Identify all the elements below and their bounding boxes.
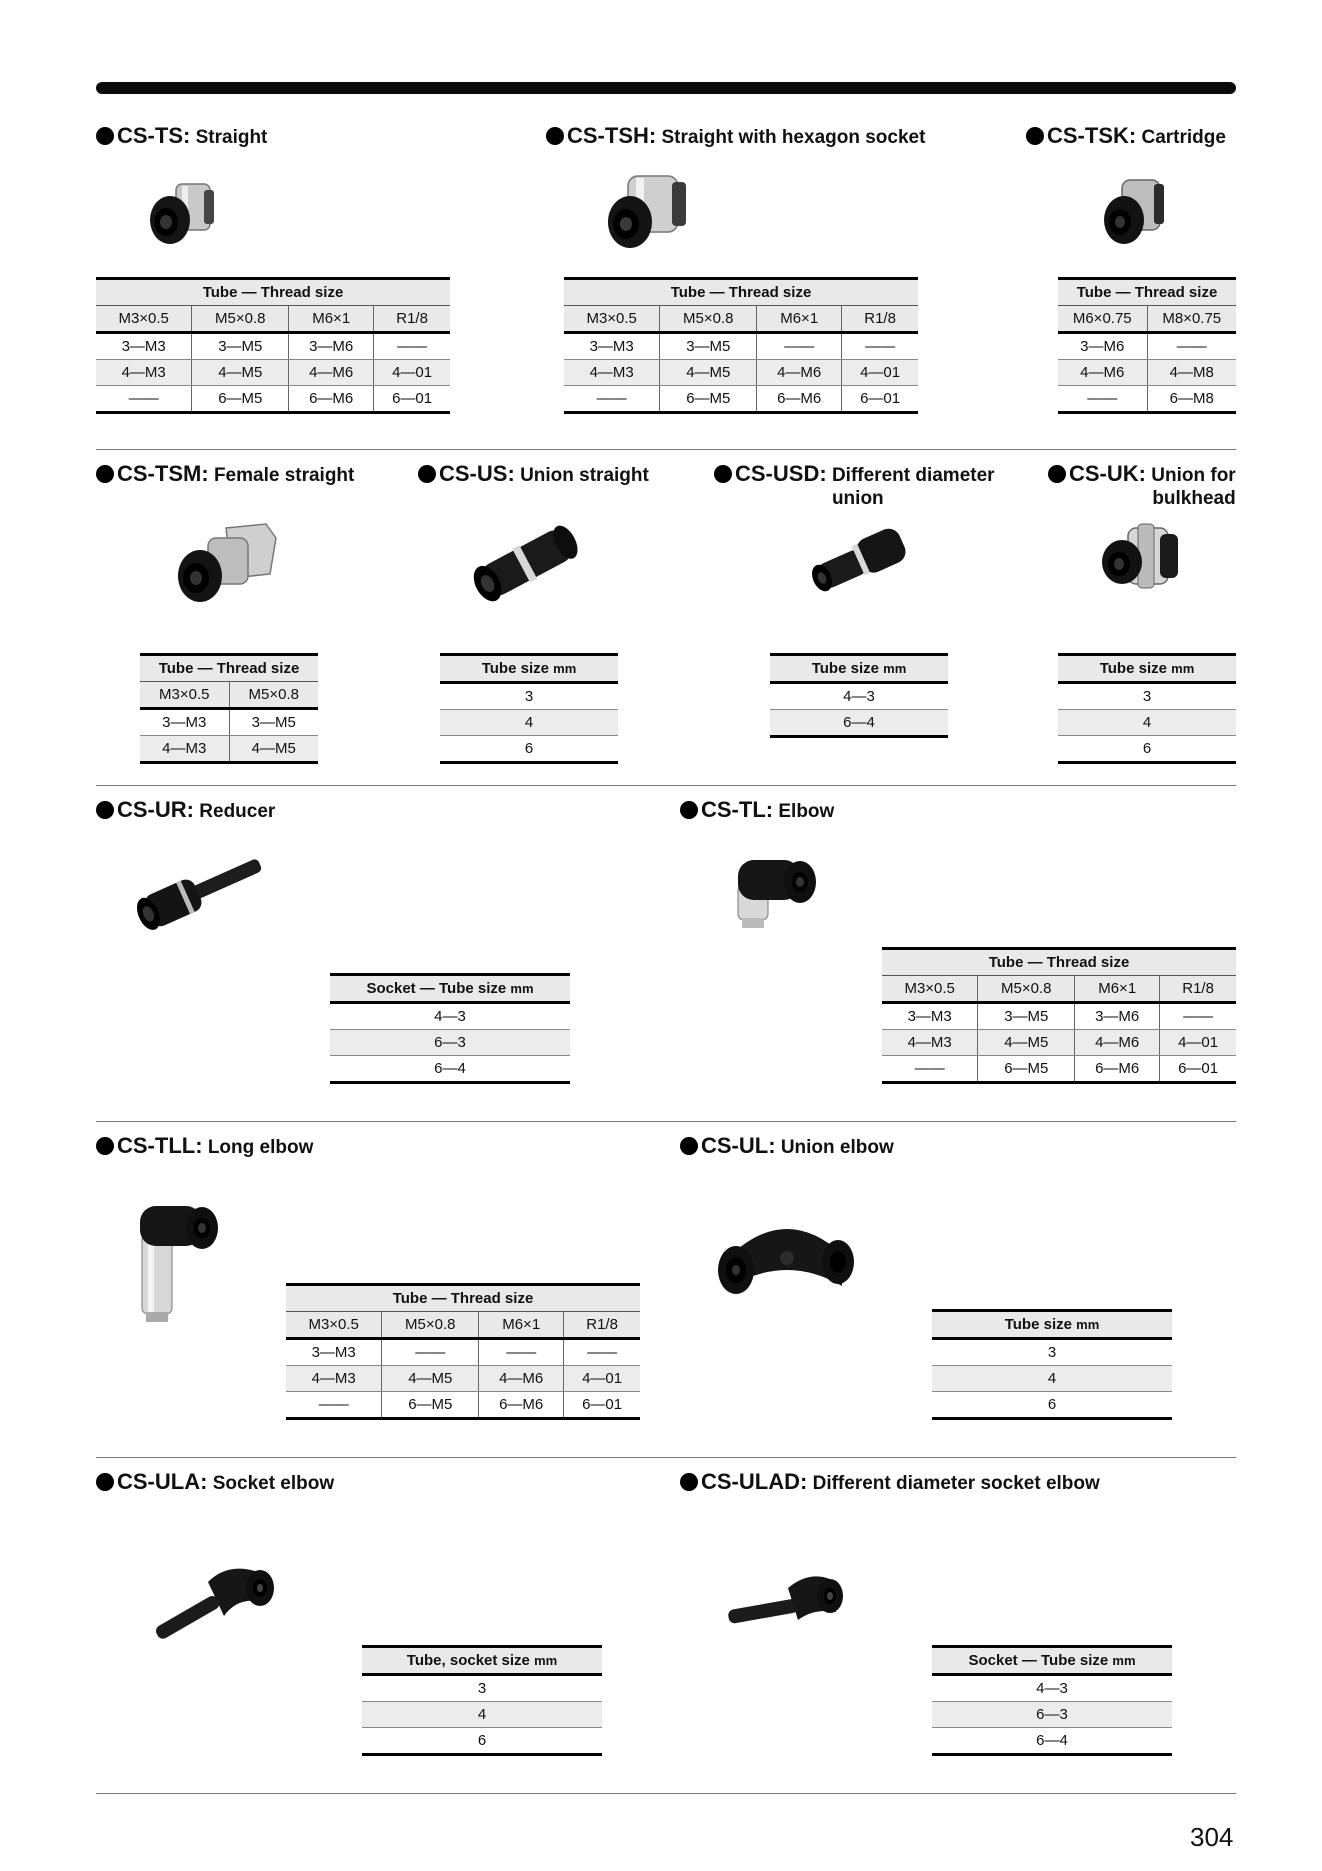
spec-table-cs-ulad: Socket — Tube size mm 4—3 6—3 6—4 — [932, 1645, 1172, 1756]
table-row: 4—M3 4—M5 4—M6 4—01 — [286, 1366, 640, 1392]
title-cs-ulad: CS-ULAD: Different diameter socket elbow — [680, 1470, 1100, 1495]
bullet-icon — [1048, 465, 1066, 483]
table-row: 6 — [932, 1392, 1172, 1419]
table-row: 4—M3 4—M5 4—M6 4—01 — [882, 1030, 1236, 1056]
title-cs-usd: CS-USD: Different diameter union — [714, 462, 995, 510]
spec-table-cs-tsh: Tube — Thread size M3×0.5 M5×0.8 M6×1 R1/8 3—M3 3—M5 ―― ―― 4—M3 4—M5 4—M6 4—01 ―― 6—M5 6—M6 6—01 — [564, 277, 918, 414]
section-divider — [96, 449, 1236, 450]
title-cs-tsh: CS-TSH: Straight with hexagon socket — [546, 124, 925, 149]
different-diameter-socket-elbow-image — [724, 1566, 854, 1646]
straight-hex-socket-fitting-image — [598, 162, 708, 258]
spec-table-cs-uk: Tube size mm 3 4 6 — [1058, 653, 1236, 764]
spec-table-cs-tsm: Tube — Thread size M3×0.5 M5×0.8 3—M3 3—M5 4—M3 4—M5 — [140, 653, 318, 764]
table-row: 4—3 — [770, 683, 948, 710]
title-cs-tl: CS-TL: Elbow — [680, 798, 834, 823]
female-straight-fitting-image — [166, 514, 286, 610]
title-cs-tll: CS-TLL: Long elbow — [96, 1134, 313, 1159]
table-row: 6 — [362, 1728, 602, 1755]
table-row: 6—4 — [932, 1728, 1172, 1755]
table-row: 4—3 — [330, 1003, 570, 1030]
cartridge-fitting-image — [1096, 170, 1176, 254]
table-row: ―― 6—M5 6—M6 6—01 — [286, 1392, 640, 1419]
table-row: 6—3 — [330, 1030, 570, 1056]
spec-table-cs-tl: Tube — Thread size M3×0.5 M5×0.8 M6×1 R1/8 3—M3 3—M5 3—M6 ―― 4—M3 4—M5 4—M6 4—01 ―― 6—M5 6—M6 6—01 — [882, 947, 1236, 1084]
table-row: 3—M3 3—M5 — [140, 709, 318, 736]
spec-table-cs-us: Tube size mm 3 4 6 — [440, 653, 618, 764]
bullet-icon — [96, 801, 114, 819]
table-row: ―― 6—M5 6—M6 6—01 — [96, 386, 450, 413]
table-row: 6 — [1058, 736, 1236, 763]
title-cs-us: CS-US: Union straight — [418, 462, 649, 487]
table-row: 3 — [1058, 683, 1236, 710]
table-row: 3 — [932, 1339, 1172, 1366]
bullet-icon — [418, 465, 436, 483]
top-rule — [96, 82, 1236, 94]
table-row: 4—3 — [932, 1675, 1172, 1702]
straight-fitting-image — [142, 166, 222, 256]
table-row: 3—M6 ―― — [1058, 333, 1236, 360]
table-row: 4—M3 4—M5 — [140, 736, 318, 763]
title-cs-tsm: CS-TSM: Female straight — [96, 462, 354, 487]
bullet-icon — [546, 127, 564, 145]
table-row: 3 — [362, 1675, 602, 1702]
page-number: 304 — [1190, 1822, 1234, 1852]
union-straight-fitting-image — [466, 514, 586, 610]
bullet-icon — [96, 127, 114, 145]
spec-table-cs-tsk: Tube — Thread size M6×0.75 M8×0.75 3—M6 ―― 4—M6 4—M8 ―― 6—M8 — [1058, 277, 1236, 414]
bullet-icon — [714, 465, 732, 483]
reducer-fitting-image — [130, 846, 270, 938]
table-row: 6—4 — [330, 1056, 570, 1083]
spec-table-cs-usd: Tube size mm 4—3 6—4 — [770, 653, 948, 738]
spec-table-cs-tll: Tube — Thread size M3×0.5 M5×0.8 M6×1 R1/8 3—M3 ―― ―― ―― 4—M3 4—M5 4—M6 4—01 ―― 6—M5 6—M6 6—01 — [286, 1283, 640, 1420]
table-row: 4 — [440, 710, 618, 736]
table-row: 3—M3 3—M5 3—M6 ―― — [96, 333, 450, 360]
title-cs-ur: CS-UR: Reducer — [96, 798, 275, 823]
table-row: ―― 6—M8 — [1058, 386, 1236, 413]
long-elbow-fitting-image — [130, 1200, 226, 1326]
spec-table-cs-ul: Tube size mm 3 4 6 — [932, 1309, 1172, 1420]
table-row: 4—M3 4—M5 4—M6 4—01 — [564, 360, 918, 386]
title-cs-ts: CS-TS: Straight — [96, 124, 267, 149]
elbow-fitting-image — [728, 846, 824, 942]
table-row: 4—M3 4—M5 4—M6 4—01 — [96, 360, 450, 386]
bullet-icon — [680, 1473, 698, 1491]
table-row: 3—M3 3—M5 ―― ―― — [564, 333, 918, 360]
table-row: ―― 6—M5 6—M6 6—01 — [564, 386, 918, 413]
spec-table-cs-ur: Socket — Tube size mm 4—3 6—3 6—4 — [330, 973, 570, 1084]
section-divider — [96, 1121, 1236, 1122]
table-row: 3—M3 ―― ―― ―― — [286, 1339, 640, 1366]
title-cs-ula: CS-ULA: Socket elbow — [96, 1470, 334, 1495]
union-elbow-fitting-image — [712, 1214, 862, 1314]
bulkhead-union-image — [1094, 518, 1194, 602]
table-row: 4 — [1058, 710, 1236, 736]
bullet-icon — [96, 1137, 114, 1155]
bullet-icon — [1026, 127, 1044, 145]
spec-table-cs-ula: Tube, socket size mm 3 4 6 — [362, 1645, 602, 1756]
section-divider — [96, 785, 1236, 786]
section-divider — [96, 1793, 1236, 1794]
section-divider — [96, 1457, 1236, 1458]
table-row: 4 — [932, 1366, 1172, 1392]
table-row: 6—3 — [932, 1702, 1172, 1728]
title-cs-ul: CS-UL: Union elbow — [680, 1134, 894, 1159]
different-diameter-union-image — [804, 518, 916, 602]
table-row: 3 — [440, 683, 618, 710]
table-row: 4 — [362, 1702, 602, 1728]
table-row: 6—4 — [770, 710, 948, 737]
bullet-icon — [96, 1473, 114, 1491]
title-cs-uk: CS-UK: Union for bulkhead — [1048, 462, 1236, 510]
table-row: ―― 6—M5 6—M6 6—01 — [882, 1056, 1236, 1083]
spec-table-cs-ts: Tube — Thread size M3×0.5 M5×0.8 M6×1 R1/8 3—M3 3—M5 3—M6 ―― 4—M3 4—M5 4—M6 4—01 ―― 6—M5 6—M6 6—01 — [96, 277, 450, 414]
table-row: 3—M3 3—M5 3—M6 ―― — [882, 1003, 1236, 1030]
table-row: 4—M6 4—M8 — [1058, 360, 1236, 386]
table-row: 6 — [440, 736, 618, 763]
bullet-icon — [680, 1137, 698, 1155]
title-cs-tsk: CS-TSK: Cartridge — [1026, 124, 1226, 149]
bullet-icon — [680, 801, 698, 819]
socket-elbow-fitting-image — [148, 1556, 288, 1646]
bullet-icon — [96, 465, 114, 483]
